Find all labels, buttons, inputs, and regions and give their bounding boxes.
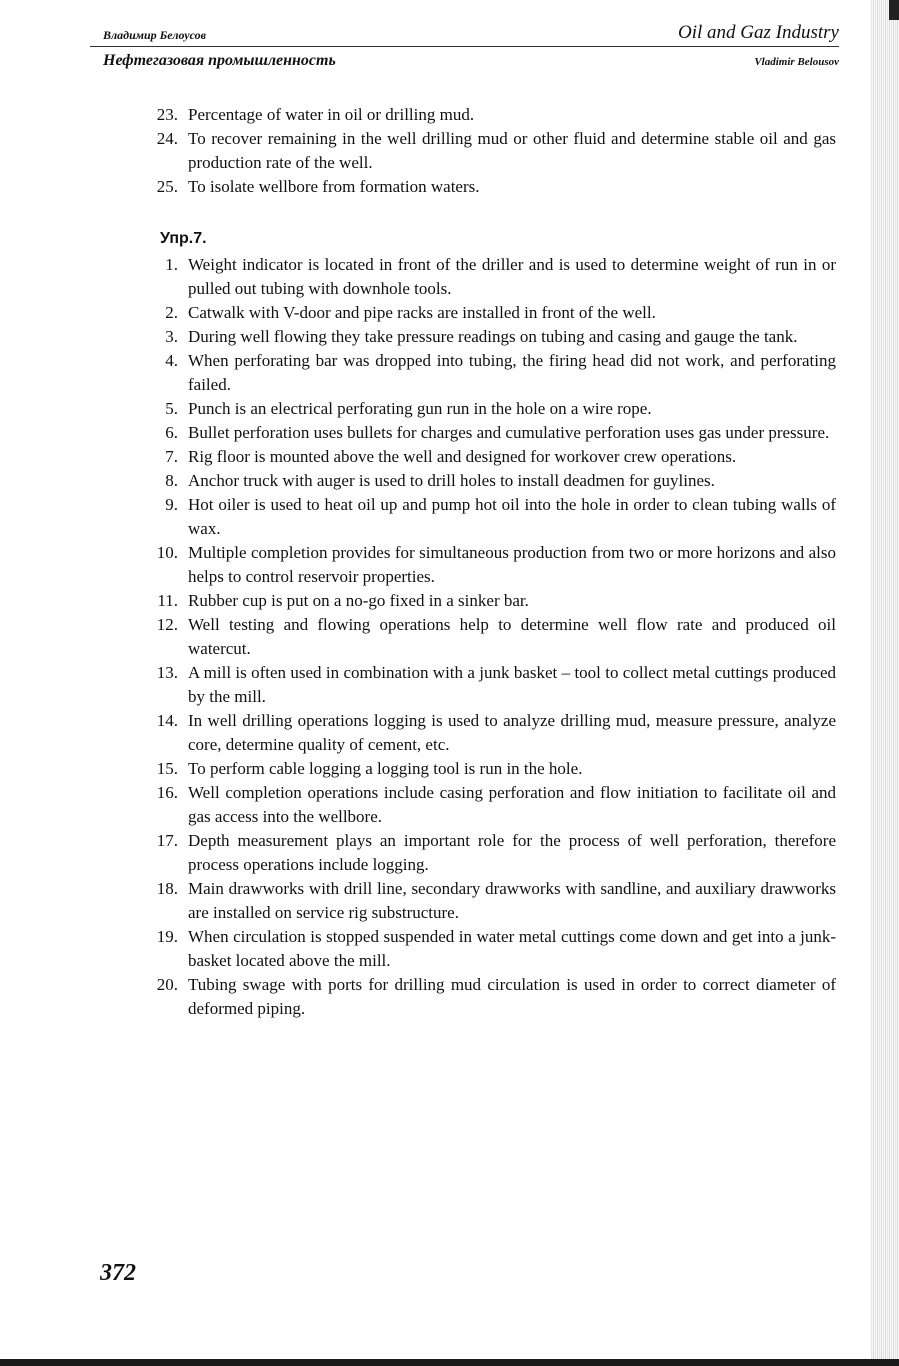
page-number: 372 (100, 1260, 136, 1286)
item-number: 10. (156, 543, 178, 562)
list-item (146, 421, 836, 445)
list-item (146, 877, 836, 925)
list-item (146, 925, 836, 973)
item-text: When perforating bar was dropped into tubing, the firing head did not work, and perforating failed. (188, 351, 836, 394)
item-number: 24. (156, 129, 178, 148)
list-item (146, 757, 836, 781)
item-number: 25. (156, 177, 178, 196)
item-text: When circulation is stopped suspended in water metal cuttings come down and get into a junk-basket located above the mill. (188, 927, 836, 970)
item-number: 2. (165, 303, 178, 322)
item-number: 23. (156, 105, 178, 124)
list-item (146, 541, 836, 589)
list-item (146, 709, 836, 757)
page-spine-shadow (871, 0, 899, 1366)
item-number: 8. (165, 471, 178, 490)
list-item (146, 445, 836, 469)
list-item (146, 301, 836, 325)
item-text: Weight indicator is located in front of the driller and is used to determine weight of run in or pulled out tubing with downhole tools. (188, 255, 836, 298)
item-number: 9. (165, 495, 178, 514)
list-item (146, 469, 836, 493)
item-text: Punch is an electrical perforating gun run in the hole on a wire rope. (188, 399, 652, 418)
header-author-ru: Владимир Белоусов (103, 28, 206, 42)
item-text: Percentage of water in oil or drilling mud. (188, 105, 475, 124)
list-item (146, 349, 836, 397)
item-number: 12. (156, 615, 178, 634)
item-text: To perform cable logging a logging tool is run in the hole. (188, 759, 583, 778)
item-text: During well flowing they take pressure readings on tubing and casing and gauge the tank. (188, 327, 798, 346)
page-corner-mark (889, 0, 899, 20)
item-text: In well drilling operations logging is used to analyze drilling mud, measure pressure, analyze core, determine quality of cement, etc. (188, 711, 836, 754)
list-item (146, 973, 836, 1021)
item-number: 7. (165, 447, 178, 466)
item-text: Rig floor is mounted above the well and designed for workover crew operations. (188, 447, 737, 466)
item-number: 20. (156, 975, 178, 994)
bottom-scan-edge (0, 1359, 899, 1366)
item-number: 15. (156, 759, 178, 778)
item-text: Main drawworks with drill line, secondary drawworks with sandline, and auxiliary drawworks are installed on service rig substructure. (188, 879, 836, 922)
item-text: Tubing swage with ports for drilling mud circulation is used in order to correct diameter of deformed piping. (188, 975, 836, 1018)
item-number: 13. (156, 663, 178, 682)
header-title-en: Oil and Gaz Industry (678, 22, 839, 43)
item-text: Rubber cup is put on a no-go fixed in a sinker bar. (188, 591, 529, 610)
exercise-7-list (146, 253, 836, 1021)
list-item (146, 493, 836, 541)
header-author-en: Vladimir Belousov (754, 56, 839, 68)
item-text: To recover remaining in the well drilling mud or other fluid and determine stable oil and gas production rate of the well. (188, 129, 836, 172)
item-number: 4. (165, 351, 178, 370)
list-item (146, 103, 836, 127)
list-item (146, 397, 836, 421)
item-text: A mill is often used in combination with a junk basket – tool to collect metal cuttings produced by the mill. (188, 663, 836, 706)
item-number: 18. (156, 879, 178, 898)
list-item (146, 175, 836, 199)
item-number: 1. (165, 255, 178, 274)
item-number: 3. (165, 327, 178, 346)
page-content (146, 103, 836, 1021)
item-number: 16. (156, 783, 178, 802)
list-item (146, 661, 836, 709)
item-number: 14. (156, 711, 178, 730)
list-item (146, 781, 836, 829)
item-text: Hot oiler is used to heat oil up and pump hot oil into the hole in order to clean tubing walls of wax. (188, 495, 836, 538)
list-item (146, 253, 836, 301)
item-text: Depth measurement plays an important role for the process of well perforation, therefore process operations include logging. (188, 831, 836, 874)
item-text: Well completion operations include casing perforation and flow initiation to facilitate oil and gas access into the wellbore. (188, 783, 836, 826)
item-number: 5. (165, 399, 178, 418)
list-item (146, 613, 836, 661)
list-item (146, 127, 836, 175)
answer-list-continued (146, 103, 836, 199)
item-number: 17. (156, 831, 178, 850)
item-text: Catwalk with V-door and pipe racks are installed in front of the well. (188, 303, 656, 322)
header-divider (90, 46, 839, 47)
item-text: Bullet perforation uses bullets for charges and cumulative perforation uses gas under pressure. (188, 423, 830, 442)
item-number: 11. (157, 591, 178, 610)
header-title-ru: Нефтегазовая промышленность (103, 52, 336, 69)
list-item (146, 589, 836, 613)
item-number: 19. (156, 927, 178, 946)
item-number: 6. (165, 423, 178, 442)
item-text: Multiple completion provides for simultaneous production from two or more horizons and also helps to control reservoir properties. (188, 543, 836, 586)
list-item (146, 325, 836, 349)
item-text: To isolate wellbore from formation waters. (188, 177, 480, 196)
item-text: Anchor truck with auger is used to drill holes to install deadmen for guylines. (188, 471, 715, 490)
item-text: Well testing and flowing operations help to determine well flow rate and produced oil watercut. (188, 615, 836, 658)
list-item (146, 829, 836, 877)
exercise-heading: Упр.7. (160, 230, 207, 247)
